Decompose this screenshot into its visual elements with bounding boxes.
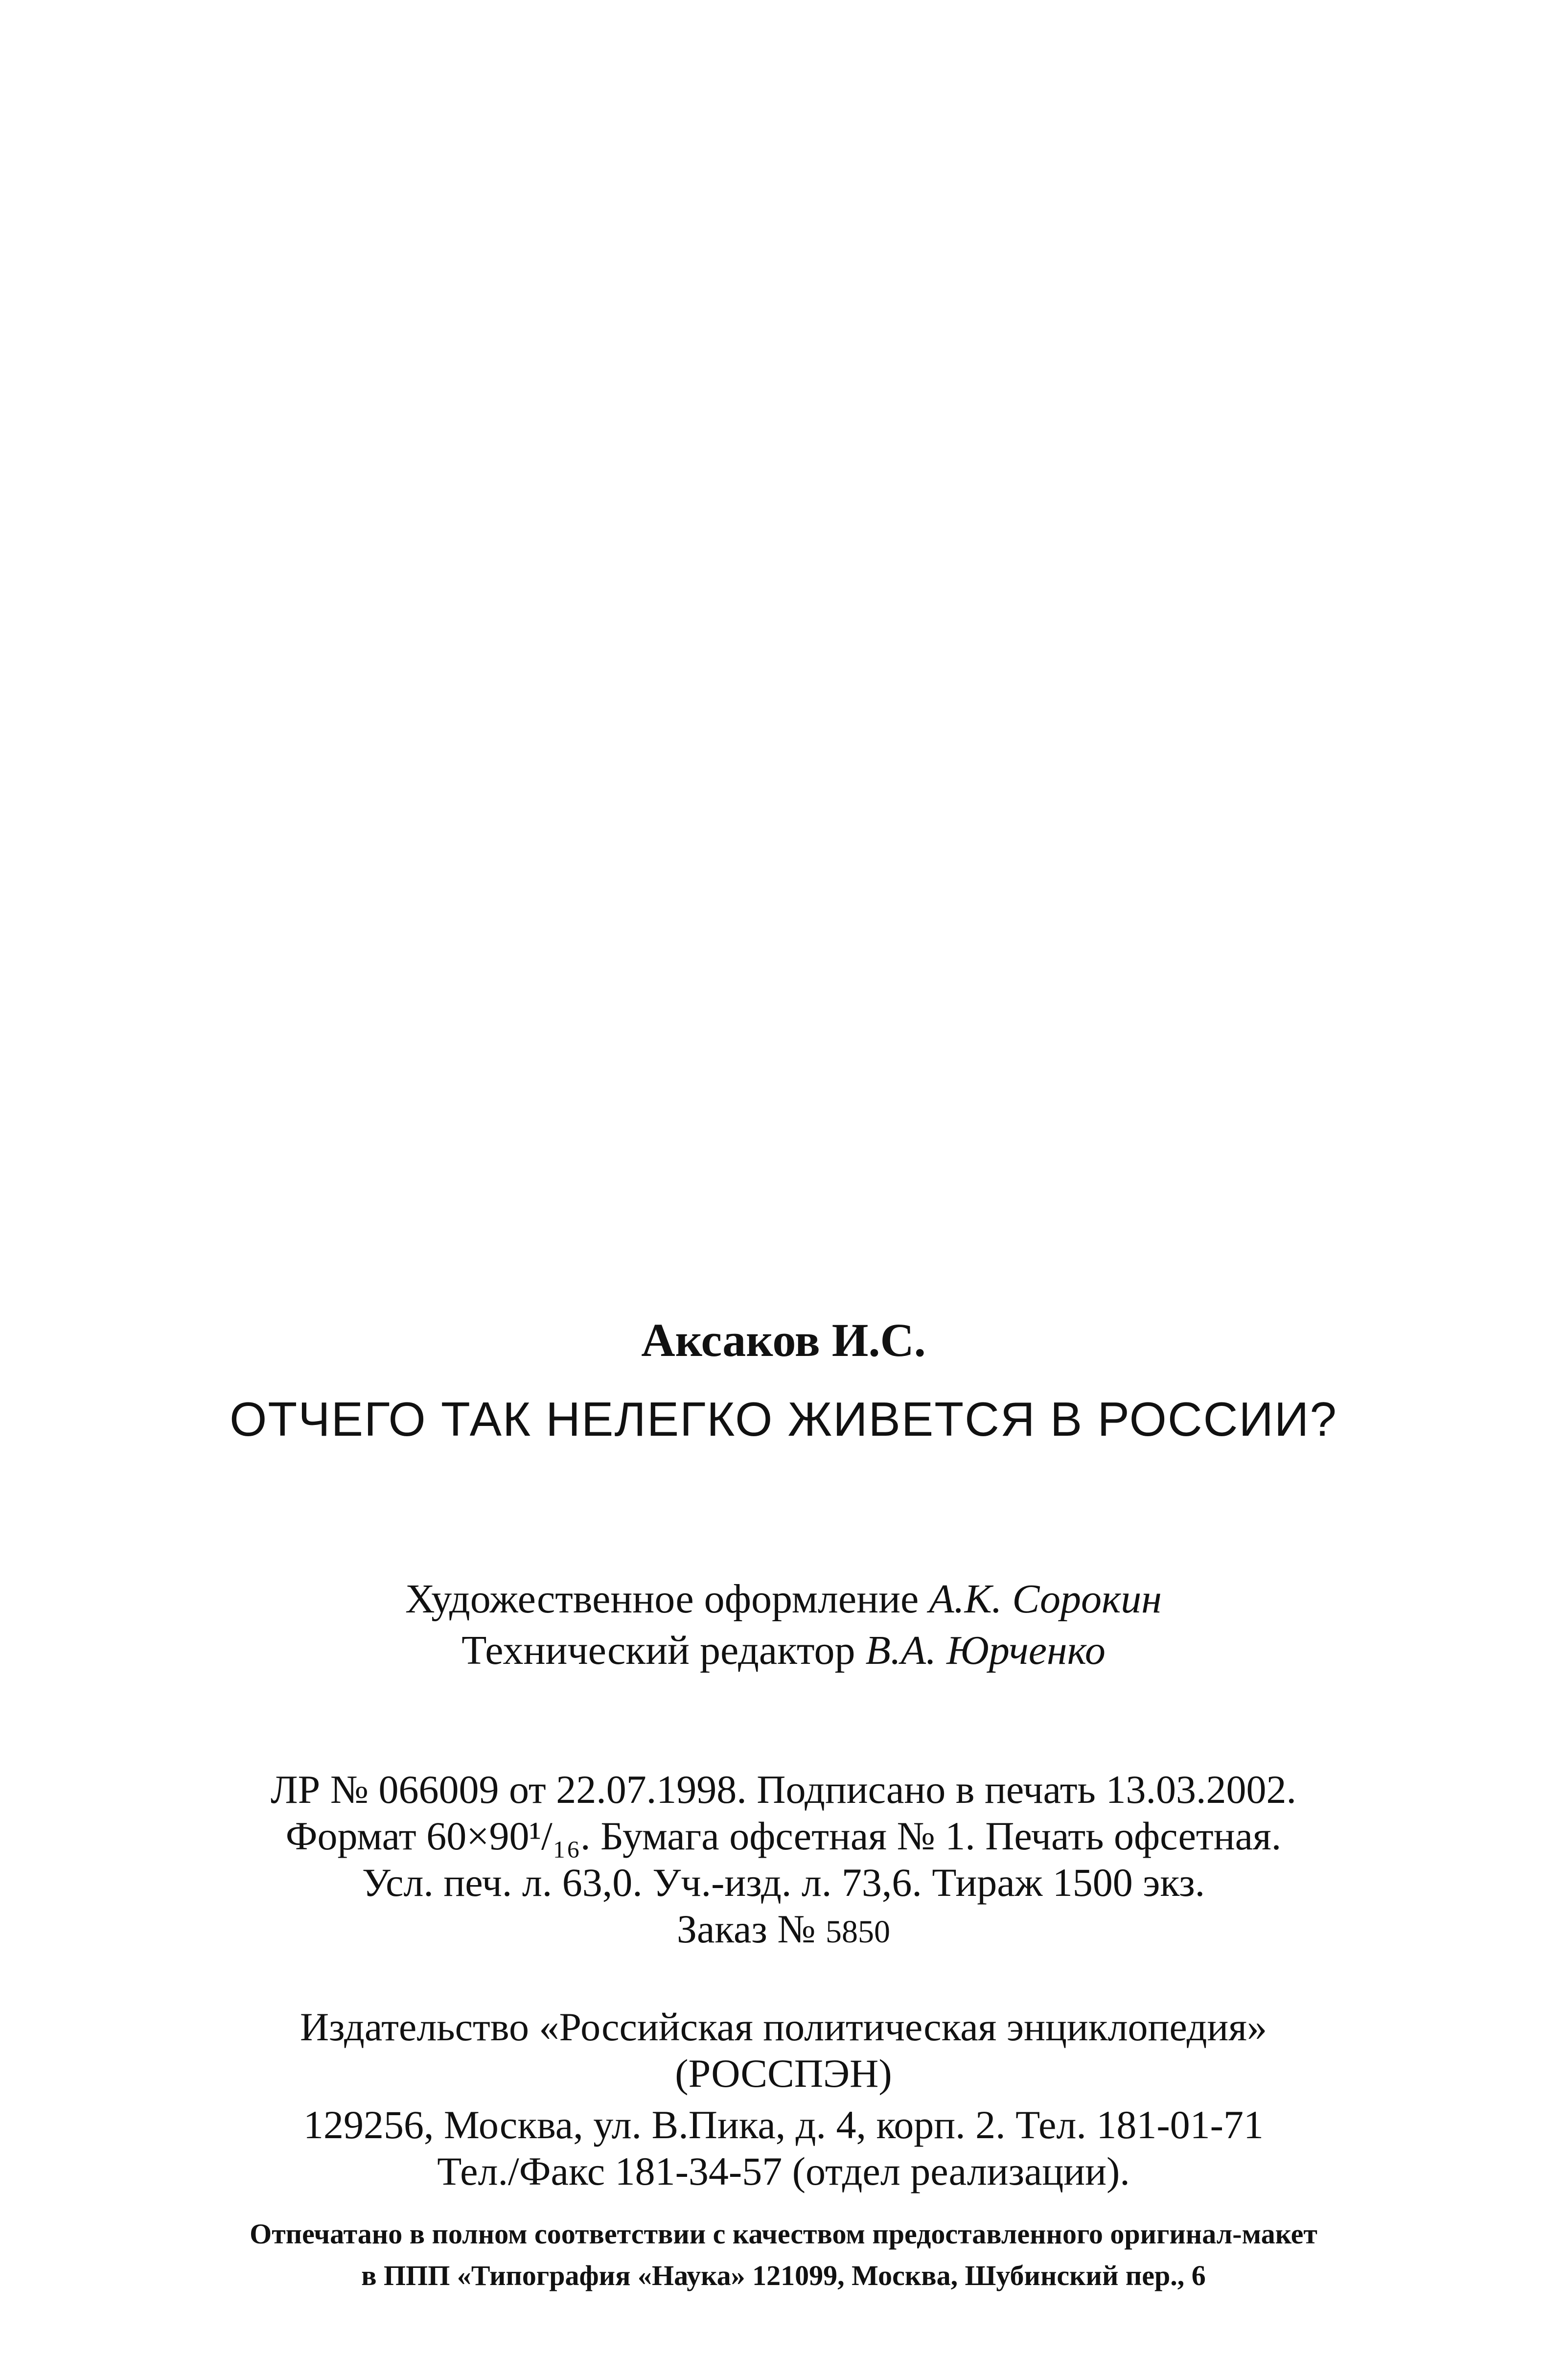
publisher-name: Издательство «Российская политическая энциклопедия» bbox=[300, 2005, 1267, 2049]
publisher-abbreviation: (РОССПЭН) bbox=[675, 2051, 892, 2096]
publisher-fax: Тел./Факс 181-34-57 (отдел реализации). bbox=[437, 2149, 1130, 2193]
credit-role: Художественное оформление bbox=[405, 1576, 919, 1622]
publisher-address: 129256, Москва, ул. В.Пика, д. 4, корп. 2. Тел. 181-01-71 bbox=[303, 2102, 1264, 2147]
imprint-print-run-line: Усл. печ. л. 63,0. Уч.-изд. л. 73,6. Тираж 1500 экз. bbox=[362, 1860, 1205, 1905]
imprint-format-line: Формат 60×90¹/₁₆. Бумага офсетная № 1. Печать офсетная. bbox=[285, 1814, 1282, 1858]
book-author: Аксаков И.С. bbox=[641, 1314, 926, 1366]
printer-note: Отпечатано в полном соответствии с качеством предоставленного оригинал-макет bbox=[250, 2218, 1317, 2250]
credit-role: Технический редактор bbox=[461, 1628, 855, 1673]
imprint-order-line bbox=[0, 1909, 1567, 1949]
order-number: 5850 bbox=[826, 1914, 891, 1950]
book-title: ОТЧЕГО ТАК НЕЛЕГКО ЖИВЕТСЯ В РОССИИ? bbox=[230, 1392, 1337, 1446]
imprint-license-line: ЛР № 066009 от 22.07.1998. Подписано в печать 13.03.2002. bbox=[271, 1767, 1296, 1812]
printer-address: в ППП «Типография «Наука» 121099, Москва, Шубинский пер., 6 bbox=[361, 2260, 1206, 2291]
credit-technical-editor bbox=[0, 1630, 1567, 1671]
order-label: Заказ № bbox=[676, 1907, 816, 1951]
credit-art-design bbox=[0, 1576, 1567, 1622]
credit-name: А.К. Сорокин bbox=[929, 1576, 1162, 1622]
credit-name: В.А. Юрченко bbox=[865, 1628, 1106, 1673]
